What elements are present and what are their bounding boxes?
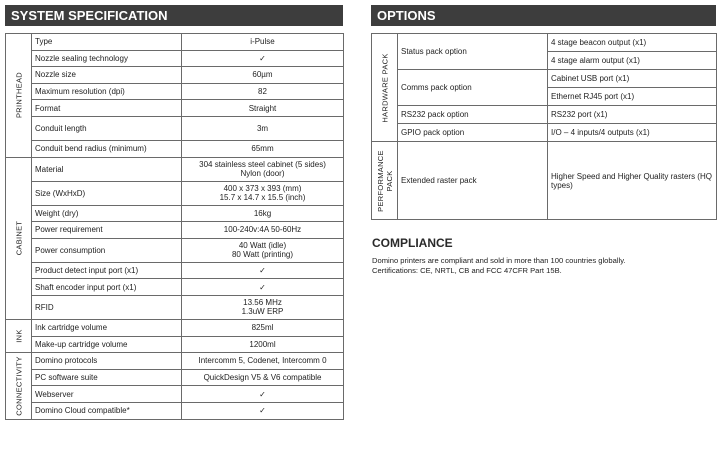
category-label: CABINET: [14, 220, 23, 256]
spec-value: [182, 222, 344, 239]
spec-value-line: 16kg: [253, 208, 272, 218]
option-value: Cabinet USB port (x1): [548, 70, 717, 88]
category-label: PRINTHEAD: [14, 72, 23, 119]
spec-table: [5, 33, 344, 420]
category-connectivity: [6, 353, 32, 419]
spec-value-line: 100-240v:4A 50-60Hz: [223, 225, 302, 235]
spec-row: [6, 34, 344, 51]
spec-row: [6, 140, 344, 157]
spec-value: [182, 386, 344, 403]
spec-label: Size (WxHxD): [32, 181, 182, 205]
spec-label: Make-up cartridge volume: [32, 336, 182, 353]
spec-value: [182, 116, 344, 140]
spec-value: [182, 295, 344, 319]
spec-label: Shaft encoder input port (x1): [32, 279, 182, 296]
spec-value: [182, 157, 344, 181]
compliance-section: [372, 236, 712, 276]
spec-row: [6, 295, 344, 319]
spec-label: Maximum resolution (dpi): [32, 83, 182, 100]
spec-row: [6, 238, 344, 262]
spec-row: [6, 50, 344, 67]
spec-value-line: ✓: [259, 53, 266, 63]
option-value: Higher Speed and Higher Quality rasters (HQ types): [548, 142, 717, 220]
spec-row: [6, 181, 344, 205]
spec-label: Domino Cloud compatible*: [32, 402, 182, 419]
spec-row: [6, 353, 344, 370]
spec-value: [182, 336, 344, 353]
spec-value: [182, 369, 344, 386]
spec-value: [182, 34, 344, 51]
options-header: OPTIONS: [371, 5, 716, 26]
spec-label: RFID: [32, 295, 182, 319]
option-label: Comms pack option: [398, 70, 548, 106]
category-label: HARDWARE PACK: [380, 52, 389, 123]
spec-value-line: 13.56 MHz: [243, 298, 282, 308]
spec-value: [182, 319, 344, 336]
category-label: INK: [14, 329, 23, 343]
option-label: Status pack option: [398, 34, 548, 70]
spec-row: [6, 67, 344, 84]
spec-value-line: 1200ml: [249, 339, 276, 349]
option-label: Extended raster pack: [398, 142, 548, 220]
spec-row: [6, 336, 344, 353]
spec-value: [182, 238, 344, 262]
option-row: [372, 106, 717, 124]
spec-value: [182, 279, 344, 296]
spec-row: [6, 157, 344, 181]
spec-value-line: 65mm: [251, 144, 274, 154]
spec-label: Domino protocols: [32, 353, 182, 370]
spec-value: [182, 181, 344, 205]
spec-value-line: Straight: [248, 103, 277, 113]
spec-value: [182, 205, 344, 222]
spec-label: Nozzle sealing technology: [32, 50, 182, 67]
compliance-text-2: Certifications: CE, NRTL, CB and FCC 47CFR Part 15B.: [372, 266, 562, 275]
spec-value-line: 825ml: [251, 323, 274, 333]
spec-value-line: ✓: [259, 389, 266, 399]
spec-value: [182, 353, 344, 370]
spec-label: Power consumption: [32, 238, 182, 262]
spec-value: [182, 100, 344, 117]
spec-row: [6, 83, 344, 100]
category-cabinet: [6, 157, 32, 319]
spec-value-line: i-Pulse: [250, 37, 275, 47]
spec-value-line: ✓: [259, 406, 266, 416]
spec-value-line: 15.7 x 14.7 x 15.5 (inch): [219, 193, 306, 203]
spec-value-line: 40 Watt (idle): [238, 241, 287, 251]
spec-label: Format: [32, 100, 182, 117]
spec-value-line: ✓: [259, 282, 266, 292]
spec-value: [182, 50, 344, 67]
option-row: [372, 34, 717, 52]
spec-label: Conduit length: [32, 116, 182, 140]
spec-value-line: ✓: [259, 266, 266, 276]
option-value: 4 stage beacon output (x1): [548, 34, 717, 52]
spec-label: PC software suite: [32, 369, 182, 386]
spec-label: Material: [32, 157, 182, 181]
spec-label: Power requirement: [32, 222, 182, 239]
spec-value-line: 3m: [256, 123, 269, 133]
spec-header: SYSTEM SPECIFICATION: [5, 5, 343, 26]
spec-row: [6, 262, 344, 279]
category-performance-pack: [372, 142, 398, 220]
category-printhead: [6, 34, 32, 158]
spec-label: Weight (dry): [32, 205, 182, 222]
spec-value-line: 400 x 373 x 393 (mm): [223, 184, 302, 194]
spec-row: [6, 116, 344, 140]
spec-value-line: 80 Watt (printing): [231, 250, 294, 260]
spec-label: Type: [32, 34, 182, 51]
option-row: [372, 70, 717, 88]
spec-row: [6, 279, 344, 296]
option-value: I/O – 4 inputs/4 outputs (x1): [548, 124, 717, 142]
category-label: PERFORMANCE PACK: [375, 149, 394, 212]
spec-row: [6, 222, 344, 239]
category-hardware-pack: [372, 34, 398, 142]
spec-row: [6, 369, 344, 386]
spec-label: Ink cartridge volume: [32, 319, 182, 336]
category-label: CONNECTIVITY: [14, 356, 23, 416]
spec-value: [182, 83, 344, 100]
spec-value-line: QuickDesign V5 & V6 compatible: [203, 373, 322, 383]
spec-value-line: 1.3uW ERP: [241, 307, 284, 317]
spec-label: Conduit bend radius (minimum): [32, 140, 182, 157]
spec-row: [6, 402, 344, 419]
option-row: [372, 142, 717, 220]
spec-row: [6, 386, 344, 403]
option-value: Ethernet RJ45 port (x1): [548, 88, 717, 106]
option-label: GPIO pack option: [398, 124, 548, 142]
compliance-title: COMPLIANCE: [372, 236, 453, 250]
spec-row: [6, 319, 344, 336]
spec-value-line: 82: [258, 87, 267, 97]
spec-value: [182, 67, 344, 84]
spec-label: Nozzle size: [32, 67, 182, 84]
spec-value: [182, 140, 344, 157]
option-value: 4 stage alarm output (x1): [548, 52, 717, 70]
compliance-text-1: Domino printers are compliant and sold in more than 100 countries globally.: [372, 256, 626, 265]
spec-value-line: Intercomm 5, Codenet, Intercomm 0: [198, 356, 327, 366]
option-row: [372, 124, 717, 142]
spec-row: [6, 100, 344, 117]
spec-label: Webserver: [32, 386, 182, 403]
spec-label: Product detect input port (x1): [32, 262, 182, 279]
option-value: RS232 port (x1): [548, 106, 717, 124]
spec-value: [182, 402, 344, 419]
category-ink: [6, 319, 32, 352]
options-table: [371, 33, 717, 220]
spec-value-line: 304 stainless steel cabinet (5 sides): [199, 160, 326, 170]
spec-value-line: 60µm: [252, 70, 273, 80]
option-label: RS232 pack option: [398, 106, 548, 124]
spec-value-line: Nylon (door): [240, 169, 285, 179]
spec-value: [182, 262, 344, 279]
spec-row: [6, 205, 344, 222]
